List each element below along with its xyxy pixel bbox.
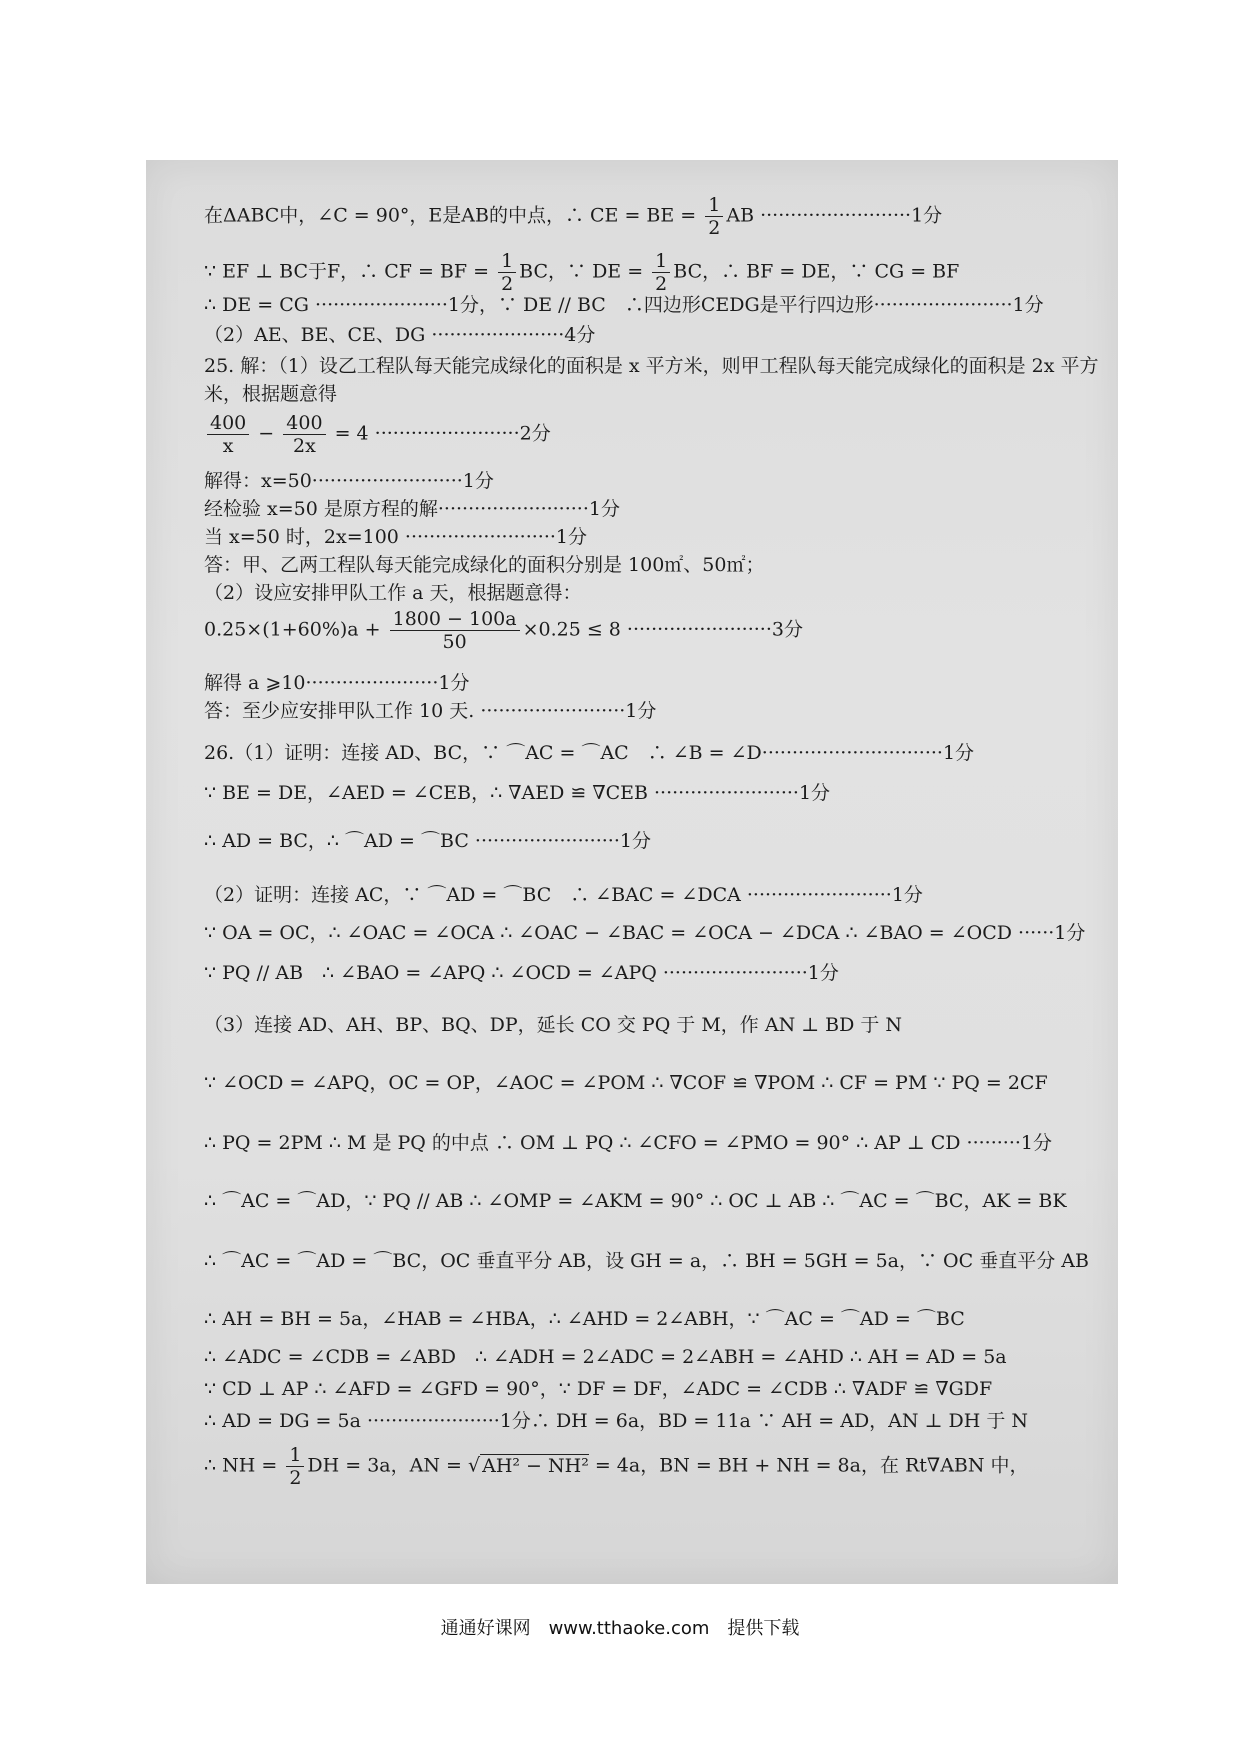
text-line: ∵ PQ // AB ∴ ∠BAO = ∠APQ ∴ ∠OCD = ∠APQ ························1分 [204,962,839,984]
line-text: − [252,422,281,445]
fraction [705,194,723,239]
line-text: BC，∴ BF = DE，∵ CG = BF [673,260,960,283]
fraction-numerator: 1 [286,1444,304,1467]
fraction-denominator: 2 [708,217,721,239]
line-text: = 4a，BN = BH + NH = 8a，在 Rt∇ABN 中， [588,1454,1029,1477]
text-line: ∵ OA = OC，∴ ∠OAC = ∠OCA ∴ ∠OAC − ∠BAC = ∠OCA − ∠DCA ∴ ∠BAO = ∠OCD ······1分 [204,922,1086,944]
text-line: 经检验 x=50 是原方程的解·························1分 [204,498,620,520]
text-line: ∵ ∠OCD = ∠APQ，OC = OP，∠AOC = ∠POM ∴ ∇COF ≌ ∇POM ∴ CF = PM ∵ PQ = 2CF [204,1072,1048,1094]
fraction-numerator: 1 [498,250,516,273]
text-line: ∵ CD ⊥ AP ∴ ∠AFD = ∠GFD = 90°，∵ DF = DF，∠ADC = ∠CDB ∴ ∇ADF ≌ ∇GDF [204,1378,993,1400]
fraction [283,412,325,457]
fraction-denominator: 2 [655,273,668,295]
text-line: 当 x=50 时，2x=100 ·························1分 [204,526,587,548]
fraction [652,250,670,295]
text-line: 解得：x=50·························1分 [204,470,494,492]
fraction-numerator: 1800 − 100a [390,608,520,631]
text-line: ∴ ∠ADC = ∠CDB = ∠ABD ∴ ∠ADH = 2∠ADC = 2∠ABH = ∠AHD ∴ AH = AD = 5a [204,1346,1007,1368]
line-text: 0.25×(1+60%)a + [204,618,387,641]
text-line [204,250,1108,295]
text-line: （2）设应安排甲队工作 a 天，根据题意得： [204,582,582,604]
fraction-denominator: 50 [442,631,467,653]
fraction-denominator: 2 [289,1467,302,1489]
text-line: ∴ AD = DG = 5a ······················1分∴ DH = 6a，BD = 11a ∵ AH = AD，AN ⊥ DH 于 N [204,1410,1028,1432]
text-line: ∴ AH = BH = 5a，∠HAB = ∠HBA，∴ ∠AHD = 2∠ABH，∵ ⌒AC = ⌒AD = ⌒BC [204,1308,965,1330]
scanned-page [146,160,1118,1584]
footer-credit: 通通好课网 www.tthaoke.com 提供下载 [440,1618,800,1639]
fraction [286,1444,304,1489]
text-line [204,194,1108,239]
line-text: ∵ EF ⊥ BC于F，∴ CF = BF = [204,260,496,283]
line-text: ×0.25 ≤ 8 ························3分 [522,618,803,641]
line-text: = 4 ························2分 [328,422,551,445]
line-text: BC，∵ DE = [519,260,650,283]
line-text: 在ΔABC中，∠C = 90°，E是AB的中点，∴ CE = BE = [204,204,703,227]
fraction-denominator: 2 [501,273,514,295]
fraction-numerator: 1 [652,250,670,273]
fraction [207,412,249,457]
text-line: ∴ DE = CG ······················1分，∵ DE // BC ∴四边形CEDG是平行四边形·······················1分 [204,294,1044,316]
text-line: 米，根据题意得 [204,383,338,405]
line-text: ∴ NH = [204,1454,284,1477]
text-line: 25. 解：（1）设乙工程队每天能完成绿化的面积是 x 平方米，则甲工程队每天能完成绿化的面积是 2x 平方 [204,355,1099,377]
text-line: 答：甲、乙两工程队每天能完成绿化的面积分别是 100㎡、50㎡； [204,554,765,576]
text-line [204,608,1108,653]
text-line: 解得 a ⩾10······················1分 [204,672,470,694]
text-line: ∵ BE = DE，∠AED = ∠CEB，∴ ∇AED ≌ ∇CEB ························1分 [204,782,831,804]
fraction-denominator: x [222,435,234,457]
text-line [204,412,1108,457]
sqrt-radicand: AH² − NH² [482,1454,589,1477]
text-line: 26.（1）证明：连接 AD、BC，∵ ⌒AC = ⌒AC ∴ ∠B = ∠D······························1分 [204,742,975,764]
line-text: DH = 3a，AN = √ [307,1454,481,1477]
fraction-numerator: 1 [705,194,723,217]
text-line: 答：至少应安排甲队工作 10 天. ························1分 [204,700,657,722]
fraction-numerator: 400 [283,412,325,435]
fraction [390,608,520,653]
fraction-numerator: 400 [207,412,249,435]
text-line: （2）证明：连接 AC，∵ ⌒AD = ⌒BC ∴ ∠BAC = ∠DCA ························1分 [204,884,923,906]
text-line: ∴ AD = BC，∴ ⌒AD = ⌒BC ························1分 [204,830,651,852]
fraction-denominator: 2x [292,435,316,457]
line-text: AB ·························1分 [726,204,943,227]
text-line: （3）连接 AD、AH、BP、BQ、DP，延长 CO 交 PQ 于 M，作 AN ⊥ BD 于 N [204,1014,903,1036]
text-line [204,1444,1108,1489]
text-line: ∴ ⌒AC = ⌒AD，∵ PQ // AB ∴ ∠OMP = ∠AKM = 90° ∴ OC ⊥ AB ∴ ⌒AC = ⌒BC，AK = BK [204,1190,1067,1212]
text-line: ∴ ⌒AC = ⌒AD = ⌒BC，OC 垂直平分 AB，设 GH = a，∴ BH = 5GH = 5a，∵ OC 垂直平分 AB [204,1250,1089,1272]
fraction [498,250,516,295]
text-line: （2）AE、BE、CE、DG ······················4分 [204,324,596,346]
text-line: ∴ PQ = 2PM ∴ M 是 PQ 的中点 ∴ OM ⊥ PQ ∴ ∠CFO = ∠PMO = 90° ∴ AP ⊥ CD ·········1分 [204,1132,1053,1154]
